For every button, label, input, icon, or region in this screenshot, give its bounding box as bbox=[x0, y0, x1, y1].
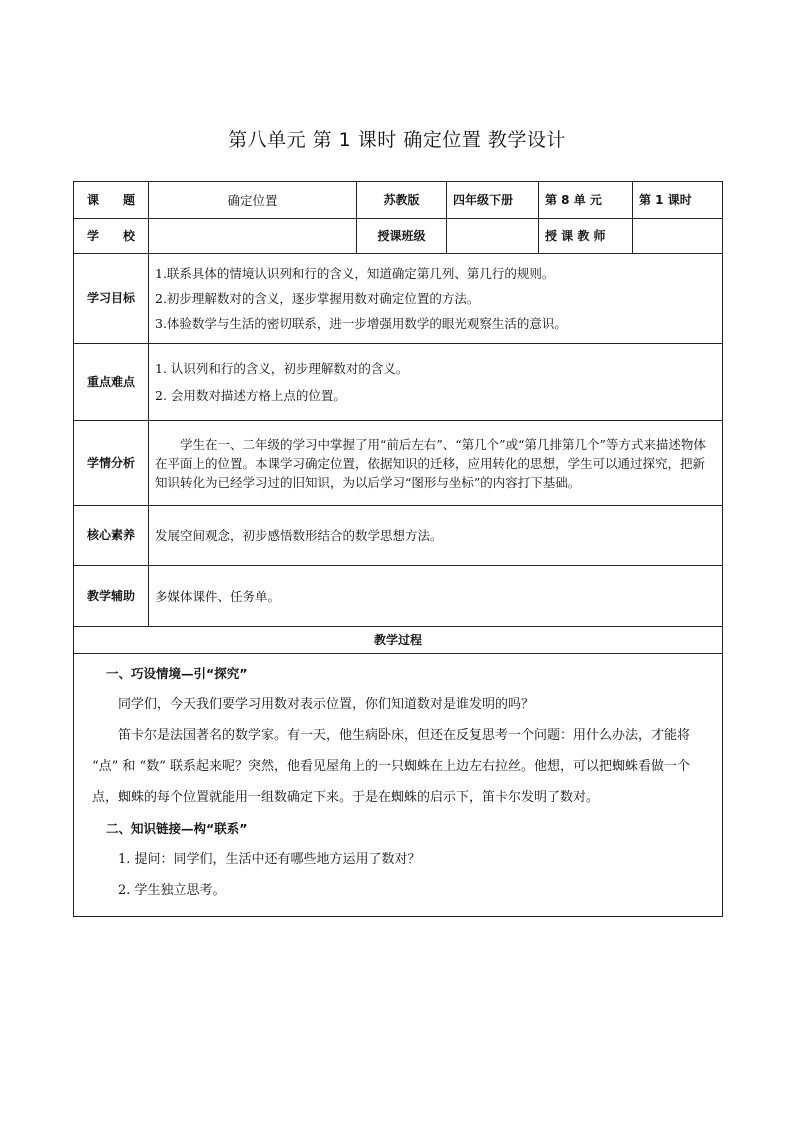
unit: 第 8 单 元 bbox=[539, 182, 633, 219]
row-process-body bbox=[74, 654, 723, 917]
page-title: 第八单元 第 1 课时 确定位置 教学设计 bbox=[228, 129, 566, 151]
school-label: 学 校 bbox=[74, 219, 149, 254]
class-label: 授课班级 bbox=[357, 219, 447, 254]
section1-paragraph: 笛卡尔是法国著名的数学家。有一天，他生病卧床，但还在反复思考一个问题：用什么办法，才能将 “点” 和 “数” 联系起来呢？突然，他看见屋角上的一只蜘蛛在上边左右拉丝。他想，可以把蜘蛛看做一个点，蜘蛛的每个位置就能用一组数确定下来。于是在蜘蛛的启示下，笛卡尔发明了数对。 bbox=[92, 728, 691, 805]
teacher-label: 授 课 教 师 bbox=[539, 219, 633, 254]
goal-item: 3.体验数学与生活的密切联系，进一步增强用数学的眼光观察生活的意识。 bbox=[155, 316, 567, 331]
topic-value: 确定位置 bbox=[149, 182, 357, 219]
topic-label: 课 题 bbox=[74, 182, 149, 219]
process-label: 教学过程 bbox=[74, 627, 723, 654]
aids-text: 多媒体课件、任务单。 bbox=[149, 566, 723, 627]
class-value[interactable] bbox=[447, 219, 539, 254]
row-topic bbox=[74, 182, 723, 219]
lesson: 第 1 课时 bbox=[633, 182, 723, 219]
section1-heading: 一、巧设情境—引“探究” bbox=[106, 666, 248, 681]
row-aids bbox=[74, 566, 723, 627]
teacher-value[interactable] bbox=[633, 219, 723, 254]
goals-label: 学习目标 bbox=[74, 254, 149, 344]
row-process-header bbox=[74, 627, 723, 654]
goals-content bbox=[149, 254, 723, 344]
section2-item: 2. 学生独立思考。 bbox=[118, 883, 226, 898]
lesson-plan-table bbox=[73, 181, 723, 917]
section2-item: 1. 提问：同学们，生活中还有哪些地方运用了数对？ bbox=[118, 852, 421, 867]
goal-item: 2.初步理解数对的含义，逐步掌握用数对确定位置的方法。 bbox=[155, 291, 480, 306]
student-analysis-label: 学情分析 bbox=[74, 421, 149, 506]
core-text: 发展空间观念，初步感悟数形结合的数学思想方法。 bbox=[149, 506, 723, 566]
key-point-item: 1. 认识列和行的含义，初步理解数对的含义。 bbox=[155, 361, 409, 376]
process-content bbox=[74, 654, 723, 917]
aids-label: 教学辅助 bbox=[74, 566, 149, 627]
goal-item: 1.联系具体的情境认识列和行的含义，知道确定第几列、第几行的规则。 bbox=[155, 266, 555, 281]
key-points-label: 重点难点 bbox=[74, 344, 149, 421]
row-key-points bbox=[74, 344, 723, 421]
row-student-analysis bbox=[74, 421, 723, 506]
section1-paragraph: 同学们，今天我们要学习用数对表示位置，你们知道数对是谁发明的吗？ bbox=[118, 697, 535, 712]
row-goals bbox=[74, 254, 723, 344]
row-core bbox=[74, 506, 723, 566]
section2-heading: 二、知识链接—构“联系” bbox=[106, 821, 248, 836]
school-value[interactable] bbox=[149, 219, 357, 254]
key-point-item: 2. 会用数对描述方格上点的位置。 bbox=[155, 388, 346, 403]
row-school bbox=[74, 219, 723, 254]
key-points-content bbox=[149, 344, 723, 421]
publisher: 苏教版 bbox=[357, 182, 447, 219]
student-analysis-text: 学生在一、二年级的学习中掌握了用“前后左右”、“第几个”或“第几排第几个”等方式来描述物体在平面上的位置。本课学习确定位置，依据知识的迁移，应用转化的思想，学生可以通过探究，把新知识转化为已经学习过的旧知识，为以后学习“图形与坐标”的内容打下基础。 bbox=[155, 436, 706, 490]
core-label: 核心素养 bbox=[74, 506, 149, 566]
student-analysis-content bbox=[149, 421, 723, 506]
grade: 四年级下册 bbox=[447, 182, 539, 219]
